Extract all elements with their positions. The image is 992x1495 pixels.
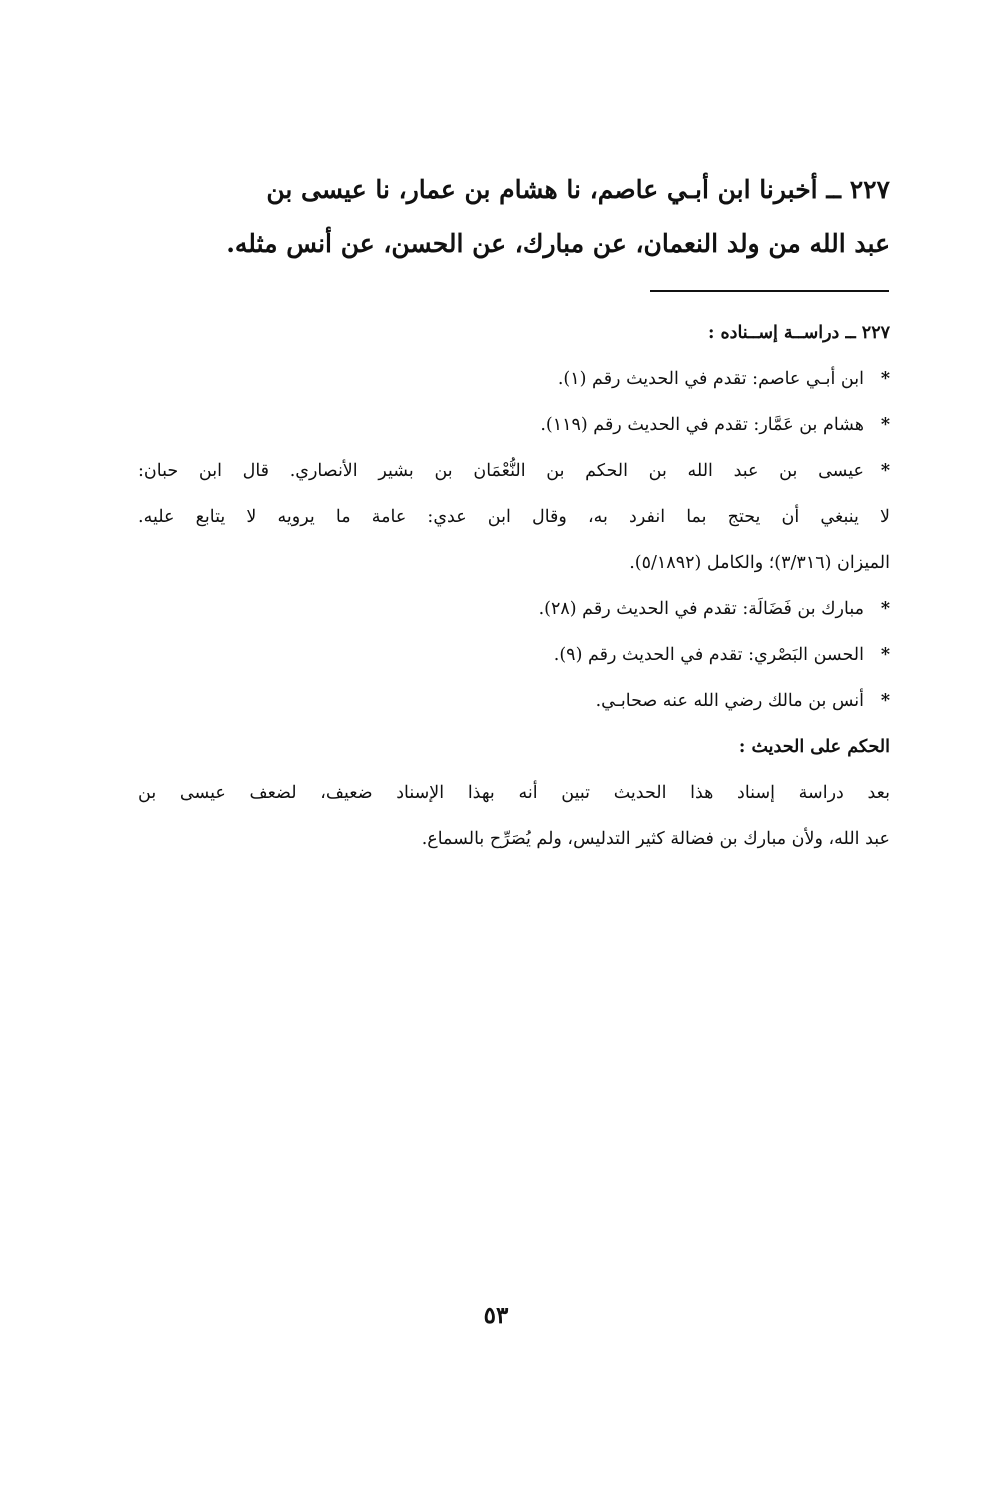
narrator-text: الحسن البَصْري: تقدم في الحديث رقم (٩).	[553, 645, 864, 665]
narrator-text: ابن أبـي عاصم: تقدم في الحديث رقم (١).	[557, 369, 864, 389]
narrator-item	[138, 586, 890, 632]
ruling-heading: الحكم على الحديث :	[738, 737, 890, 757]
hadith-line-1-text: أخبرنا ابن أبـي عاصم، نا هشام بن عمار، نا عيسى بن	[266, 175, 818, 204]
isnad-study	[138, 310, 890, 862]
asterisk-bullet-icon: *	[880, 599, 890, 619]
hadith-line-2: عبد الله من ولد النعمان، عن مبارك، عن الحسن، عن أنس مثله.	[226, 229, 890, 258]
page-number: ٥٣	[483, 1302, 509, 1329]
narrator-item	[138, 448, 890, 494]
ruling-line: بعد دراسة إسناد هذا الحديث تبين أنه بهذا الإسناد ضعيف، لضعف عيسى بن	[138, 783, 890, 803]
footnote-separator	[650, 290, 889, 292]
asterisk-bullet-icon: *	[880, 415, 890, 435]
narrator-continuation: لا ينبغي أن يحتج بما انفرد به، وقال ابن عدي: عامة ما يرويه لا يتابع عليه.	[138, 507, 890, 527]
asterisk-bullet-icon: *	[880, 645, 890, 665]
study-heading-number: ٢٢٧ ــ	[845, 323, 890, 343]
narrator-text: أنس بن مالك رضي الله عنه صحابـي.	[595, 691, 864, 711]
asterisk-bullet-icon: *	[880, 369, 890, 389]
narrator-text: عيسى بن عبد الله بن الحكم بن النُّعْمَان بن بشير الأنصاري. قال ابن حبان:	[138, 461, 864, 481]
hadith-text	[138, 163, 890, 271]
hadith-dash: ــ	[826, 175, 841, 204]
hadith-number: ٢٢٧	[849, 175, 890, 204]
narrator-item	[138, 402, 890, 448]
asterisk-bullet-icon: *	[880, 461, 890, 481]
study-heading-label: دراســة إســناده :	[707, 323, 840, 343]
ruling-line: عبد الله، ولأن مبارك بن فضالة كثير التدليس، ولم يُصَرِّح بالسماع.	[421, 829, 890, 849]
study-heading	[138, 310, 890, 356]
narrator-continuation: الميزان (٣/٣١٦)؛ والكامل (٥/١٨٩٢).	[629, 553, 890, 573]
narrator-text: هشام بن عَمَّار: تقدم في الحديث رقم (١١٩).	[540, 415, 864, 435]
narrator-text: مبارك بن فَضَالَة: تقدم في الحديث رقم (٢٨).	[538, 599, 864, 619]
narrator-item	[138, 678, 890, 724]
narrator-item	[138, 356, 890, 402]
hadith-line-1	[138, 163, 890, 217]
narrator-item	[138, 632, 890, 678]
asterisk-bullet-icon: *	[880, 691, 890, 711]
